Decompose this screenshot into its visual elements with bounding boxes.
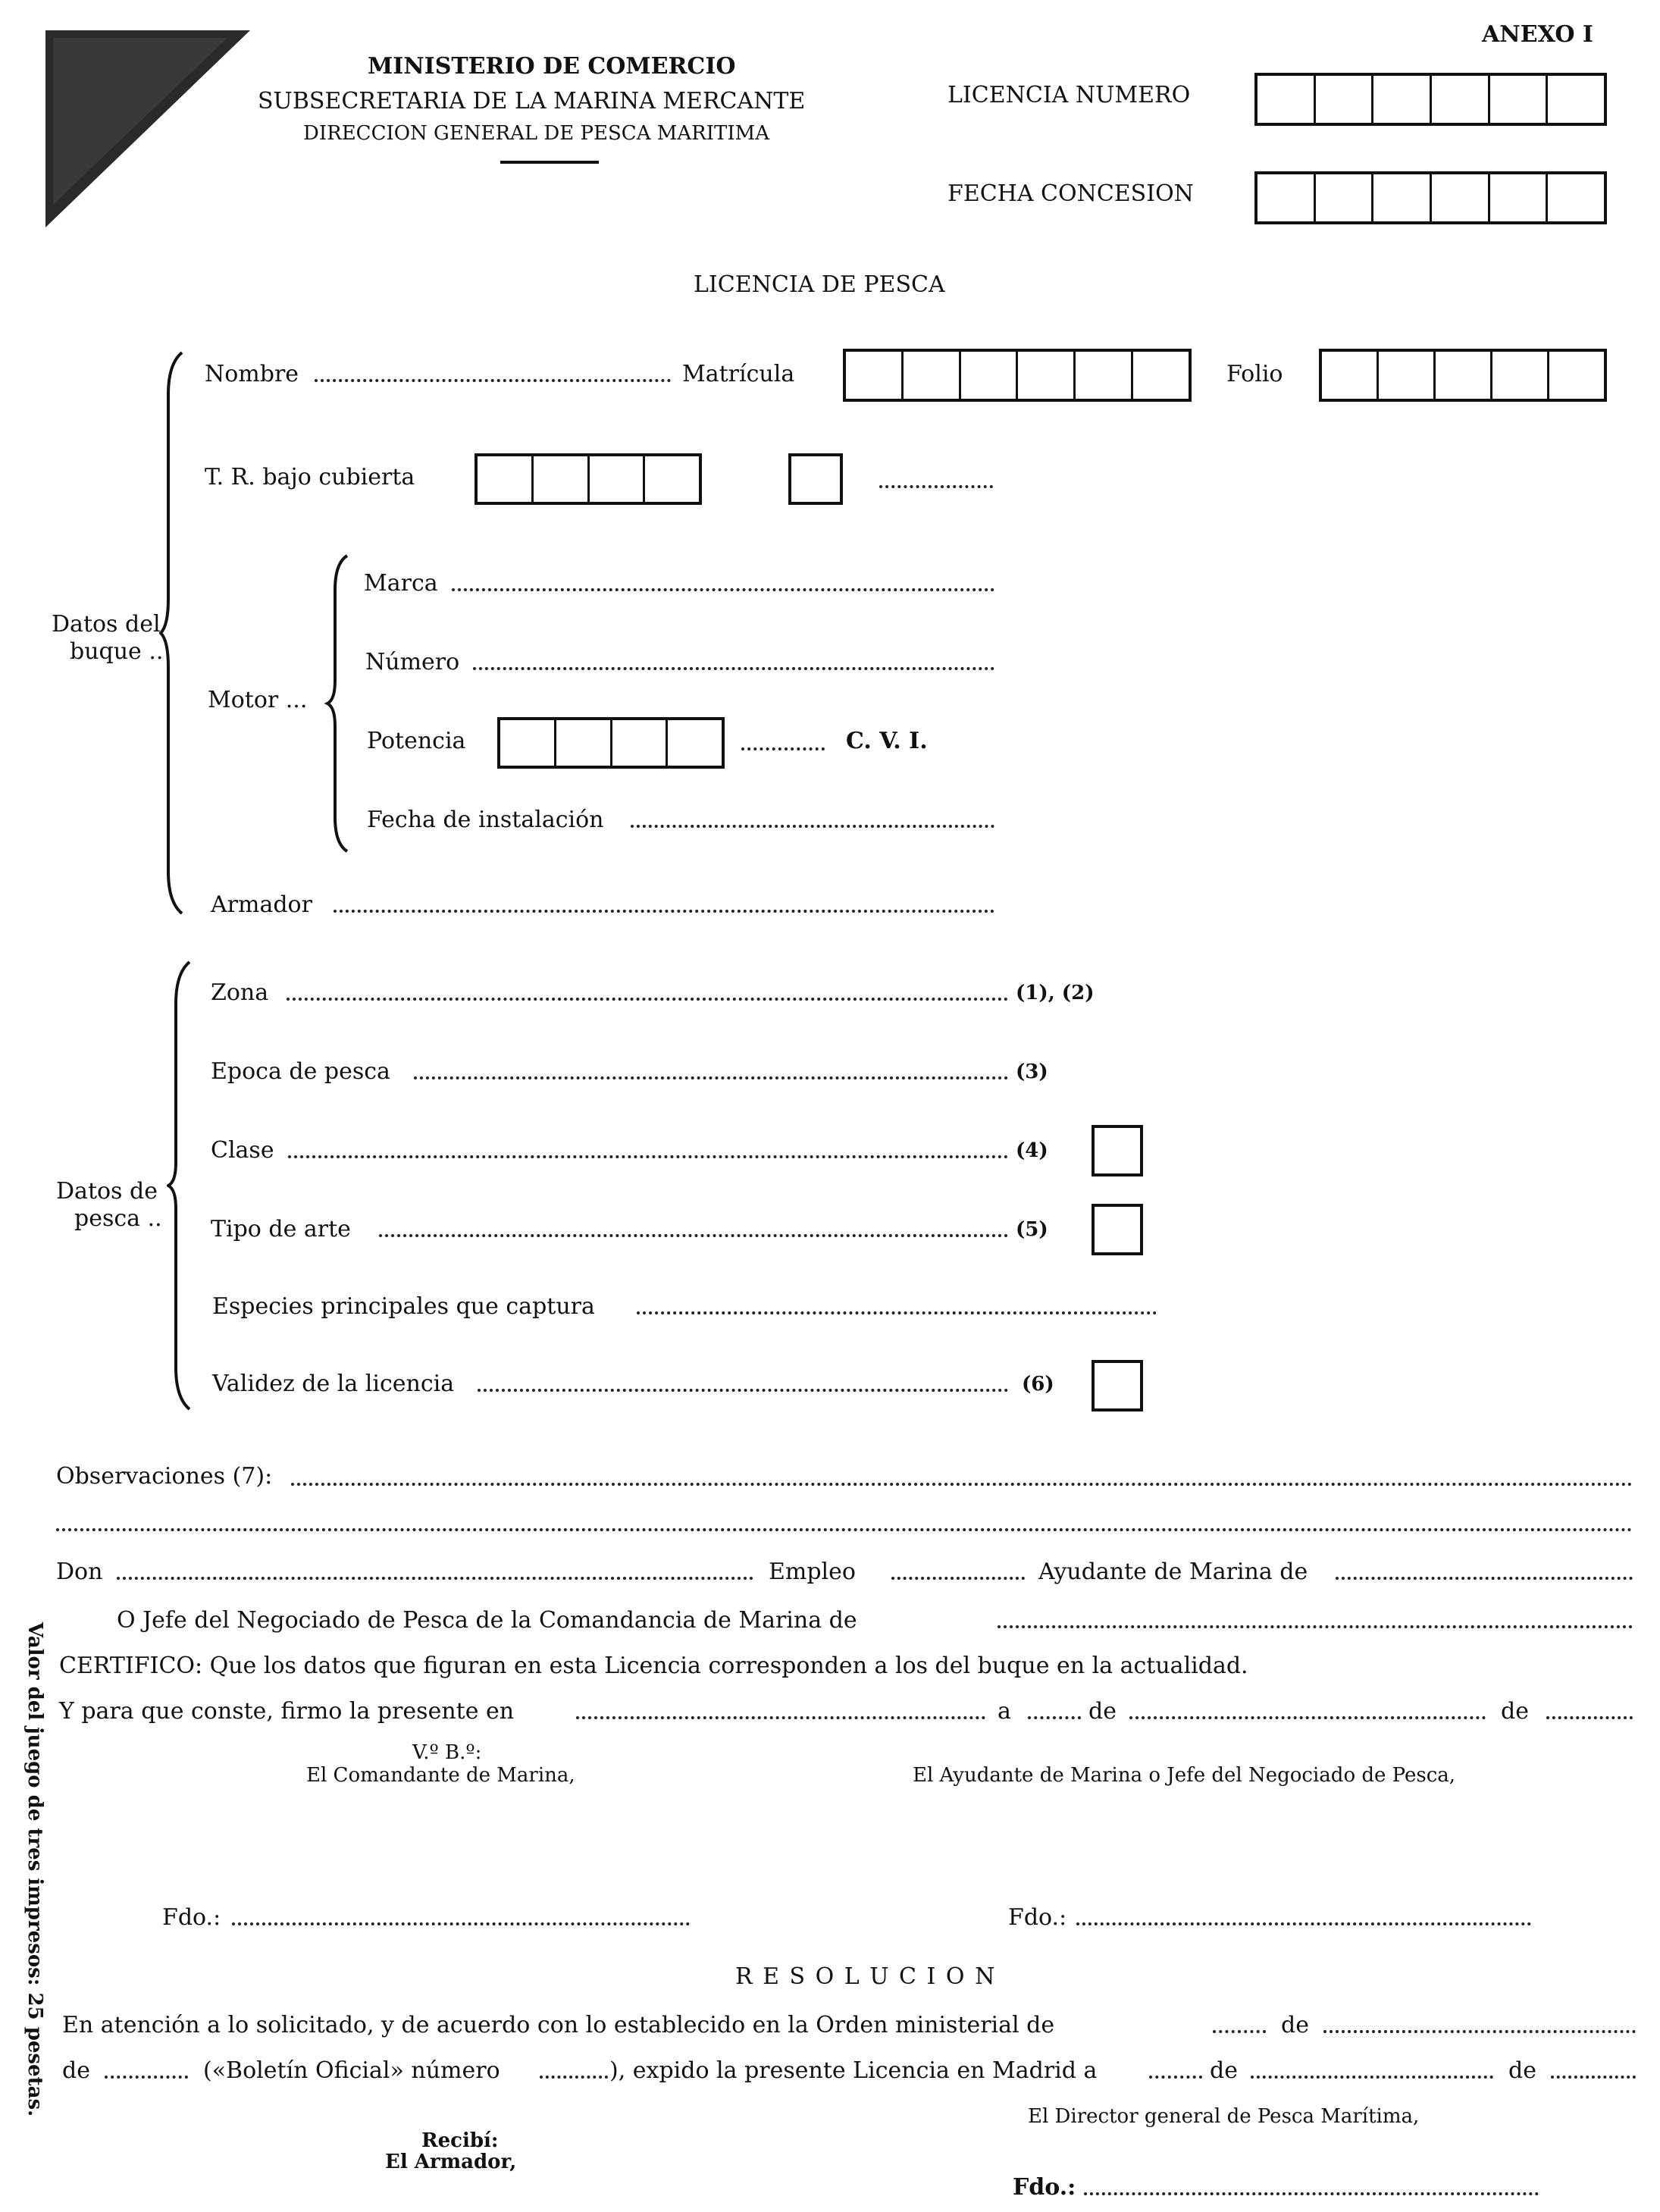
sign-a-label: a: [998, 1698, 1011, 1725]
sign-de-label-2: de: [1501, 1698, 1529, 1725]
folio-field[interactable]: [1319, 349, 1607, 402]
commander-fdo-label: Fdo.:: [162, 1904, 221, 1931]
motor-number-field[interactable]: [473, 667, 994, 670]
brand-label: Marca: [364, 570, 438, 597]
tonnage-field[interactable]: [475, 453, 702, 505]
boe-de-label: de: [62, 2057, 90, 2084]
gear-label: Tipo de arte: [211, 1216, 351, 1242]
grant-date-field[interactable]: [1254, 171, 1607, 224]
brand-field[interactable]: [452, 588, 994, 591]
observations-label: Observaciones (7):: [56, 1463, 273, 1490]
assistant-signature-field[interactable]: [1076, 1922, 1531, 1925]
chief-line: O Jefe del Negociado de Pesca de la Comandancia de Marina de: [117, 1607, 857, 1634]
tonnage-decimal-box[interactable]: [788, 453, 843, 505]
season-field[interactable]: [414, 1076, 1008, 1079]
assistant-fdo-label: Fdo.:: [1008, 1904, 1067, 1931]
registration-field[interactable]: [843, 349, 1192, 402]
issue-year-field[interactable]: [1551, 2076, 1636, 2079]
season-label: Epoca de pesca: [211, 1058, 390, 1085]
license-number-label: LICENCIA NUMERO: [947, 82, 1191, 108]
header-divider: [500, 161, 599, 164]
power-field[interactable]: [497, 717, 725, 769]
validity-label: Validez de la licencia: [212, 1371, 455, 1397]
grant-date-label: FECHA CONCESION: [947, 180, 1194, 207]
motor-brace-icon: [324, 552, 355, 855]
director-fdo-label: Fdo.:: [1013, 2174, 1076, 2201]
vessel-group-label-1: Datos del: [52, 611, 161, 638]
species-field[interactable]: [637, 1311, 1157, 1314]
ministry-title: MINISTERIO DE COMERCIO: [368, 53, 736, 80]
class-field[interactable]: [288, 1155, 1008, 1158]
fishing-group-label-1: Datos de: [56, 1178, 158, 1205]
name-field[interactable]: [315, 379, 671, 382]
gear-box[interactable]: [1092, 1204, 1143, 1255]
commander-signature-field[interactable]: [232, 1922, 690, 1925]
gear-field[interactable]: [379, 1234, 1008, 1237]
observations-field-2[interactable]: [56, 1528, 1633, 1531]
class-box[interactable]: [1092, 1125, 1143, 1176]
observations-field-1[interactable]: [291, 1483, 1633, 1486]
fishing-brace-icon: [167, 958, 197, 1413]
employment-label: Empleo: [769, 1559, 856, 1585]
chief-field[interactable]: [998, 1625, 1633, 1628]
vobo-label: V.º B.º:: [412, 1741, 482, 1764]
motor-label: Motor ...: [208, 687, 308, 713]
owner-field[interactable]: [334, 910, 994, 913]
issue-de-label-1: de: [1210, 2057, 1238, 2084]
expido-label: ), expido la presente Licencia en Madrid a: [609, 2057, 1098, 2084]
director-signature-field[interactable]: [1084, 2192, 1539, 2195]
validity-field[interactable]: [478, 1389, 1008, 1392]
don-label: Don: [56, 1559, 103, 1585]
tonnage-label: T. R. bajo cubierta: [205, 464, 415, 490]
motor-number-label: Número: [365, 649, 460, 675]
zone-field[interactable]: [287, 998, 1008, 1001]
order-month-field[interactable]: [1323, 2030, 1636, 2033]
boe-label: («Boletín Oficial» número: [203, 2057, 500, 2084]
power-label: Potencia: [367, 728, 466, 754]
registration-label: Matrícula: [682, 361, 795, 387]
validity-box[interactable]: [1092, 1360, 1143, 1411]
director-label: El Director general de Pesca Marítima,: [1028, 2105, 1420, 2128]
directorate-title: DIRECCION GENERAL DE PESCA MARITIMA: [303, 122, 769, 145]
resolution-title: R E S O L U C I O N: [735, 1963, 997, 1990]
gear-note: (5): [1016, 1218, 1048, 1241]
order-day-field[interactable]: [1213, 2030, 1266, 2033]
annex-label: ANEXO I: [1482, 21, 1593, 48]
validity-note: (6): [1022, 1373, 1054, 1396]
resolution-owner-label: El Armador,: [385, 2151, 517, 2173]
season-note: (3): [1016, 1061, 1048, 1083]
assistant-sign-label: El Ayudante de Marina o Jefe del Negociado de Pesca,: [913, 1764, 1456, 1787]
install-date-field[interactable]: [631, 825, 994, 828]
order-year-field[interactable]: [105, 2076, 188, 2079]
owner-label: Armador: [211, 891, 312, 918]
fishing-group-label-2: pesca ..: [74, 1205, 162, 1232]
commander-label: El Comandante de Marina,: [306, 1764, 575, 1787]
issue-month-field[interactable]: [1251, 2076, 1493, 2079]
don-field[interactable]: [117, 1577, 753, 1580]
class-note: (4): [1016, 1139, 1048, 1162]
issue-day-field[interactable]: [1149, 2076, 1202, 2079]
power-unit: C. V. I.: [846, 728, 928, 754]
resolution-line-1: En atención a lo solicitado, y de acuerdo con lo establecido en la Orden ministerial de: [62, 2012, 1055, 2038]
tonnage-extra-field[interactable]: [879, 485, 993, 488]
corner-stamp-icon: [45, 30, 250, 227]
employment-field[interactable]: [891, 1577, 1025, 1580]
license-number-field[interactable]: [1254, 73, 1607, 126]
sign-year-field[interactable]: [1546, 1716, 1633, 1719]
assistant-label: Ayudante de Marina de: [1038, 1559, 1308, 1585]
vessel-brace-icon: [159, 349, 189, 917]
sign-place-field[interactable]: [576, 1716, 985, 1719]
name-label: Nombre: [205, 361, 299, 387]
folio-label: Folio: [1226, 361, 1283, 387]
boe-number-field[interactable]: [540, 2076, 608, 2079]
issue-de-label-2: de: [1508, 2057, 1536, 2084]
certify-line: CERTIFICO: Que los datos que figuran en esta Licencia corresponden a los del buque en la actualidad.: [59, 1653, 1248, 1679]
subsecretary-title: SUBSECRETARIA DE LA MARINA MERCANTE: [258, 88, 806, 114]
sign-line-start: Y para que conste, firmo la presente en: [59, 1698, 515, 1725]
document-title: LICENCIA DE PESCA: [694, 271, 945, 298]
received-label: Recibí:: [421, 2129, 499, 2152]
power-extra-field[interactable]: [741, 747, 825, 750]
zone-label: Zona: [211, 979, 269, 1006]
install-date-label: Fecha de instalación: [367, 807, 604, 833]
order-de-label: de: [1281, 2012, 1309, 2038]
sign-day-field[interactable]: [1028, 1716, 1081, 1719]
zone-notes: (1), (2): [1016, 982, 1095, 1004]
assistant-field[interactable]: [1336, 1577, 1633, 1580]
class-label: Clase: [211, 1137, 274, 1164]
species-label: Especies principales que captura: [212, 1293, 595, 1320]
sign-month-field[interactable]: [1129, 1716, 1486, 1719]
price-side-note: Valor del juego de tres impresos: 25 pesetas.: [23, 1622, 46, 2117]
sign-de-label-1: de: [1088, 1698, 1117, 1725]
vessel-group-label-2: buque ..: [70, 638, 164, 665]
